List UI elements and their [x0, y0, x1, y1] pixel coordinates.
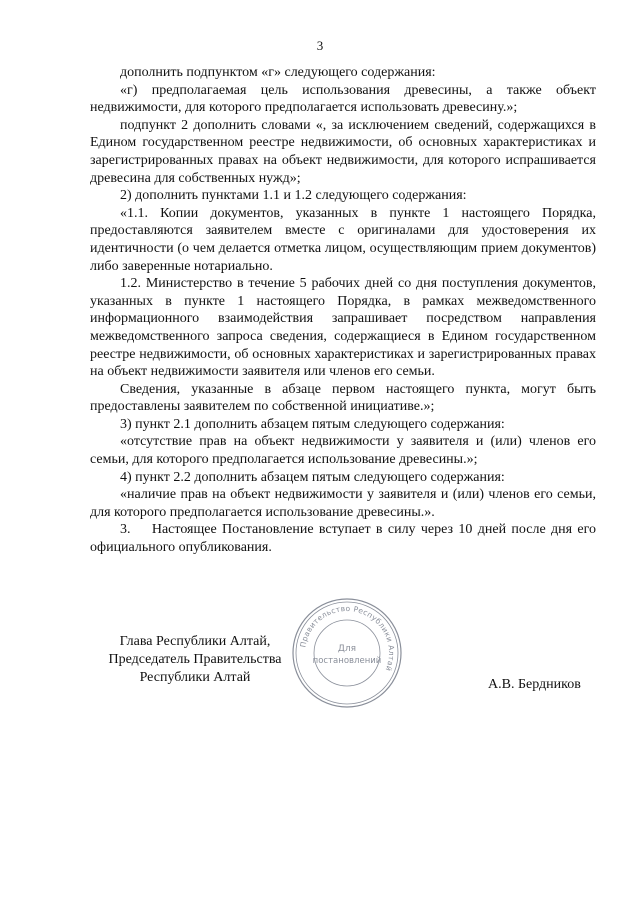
paragraph: дополнить подпунктом «г» следующего содержания:	[120, 65, 436, 80]
signatory-title-line: Республики Алтай	[139, 670, 251, 685]
paragraph: 3) пункт 2.1 дополнить абзацем пятым следующего содержания:	[120, 416, 505, 432]
paragraph: подпункт 2 дополнить словами «, за исключением сведений, содержащихся в Едином государственном реестре недвижимости, об основных характеристиках и зарегистрированных правах на объект недвижимости, для которого испрашивается древесина для собственных нужд»;	[90, 117, 596, 186]
paragraph: 4) пункт 2.2 дополнить абзацем пятым следующего содержания:	[120, 469, 505, 485]
paragraph: 1.2. Министерство в течение 5 рабочих дней со дня поступления документов, указанных в пункте 1 настоящего Порядка, в рамках межведомственного информационного взаимодействия запрашивает посредством направления межведомственного запроса сведения, содержащиеся в Едином государственном реестре недвижимости, об основных характеристиках и зарегистрированных правах на объект недвижимости заявителя или членов его семьи.	[90, 276, 596, 380]
signatory-title-line: Глава Республики Алтай,	[119, 634, 271, 649]
signatory-title-line: Председатель Правительства	[108, 652, 282, 667]
paragraph: Сведения, указанные в абзаце первом настоящего пункта, могут быть предоставлены заявителем по собственной инициативе.»;	[90, 381, 596, 415]
stamp-center-text: постановлений	[312, 656, 382, 666]
stamp-ring-text: Правительство Республики Алтай	[298, 603, 397, 673]
stamp-center-text: Для	[337, 644, 357, 654]
official-stamp	[290, 596, 404, 710]
paragraph: «наличие прав на объект недвижимости у заявителя и (или) членов его семьи, для которого предполагается использование древесины.».	[90, 487, 596, 520]
signatory-name: А.В. Бердников	[488, 677, 581, 692]
stamp-seal-icon	[290, 596, 404, 710]
paragraph: «г) предполагаемая цель использования древесины, а также объект недвижимости, для которого предполагается использовать древесину.»;	[90, 82, 596, 116]
paragraph: 2) дополнить пунктами 1.1 и 1.2 следующего содержания:	[120, 188, 467, 204]
paragraph: «1.1. Копии документов, указанных в пункте 1 настоящего Порядка, предоставляются заявителем вместе с оригиналами для удостоверения их идентичности (о чем делается отметка лицом, осуществляющим прием документов) либо заверенные нотариально.	[90, 205, 596, 274]
paragraph: «отсутствие прав на объект недвижимости у заявителя и (или) членов его семьи, для которого предполагается использование древесины.»;	[90, 434, 596, 468]
document-body	[90, 64, 596, 557]
page-number: 3	[316, 38, 324, 53]
signatory-title	[90, 633, 300, 687]
paragraph: 3. Настоящее Постановление вступает в силу через 10 дней после дня его официального опубликования.	[90, 522, 596, 556]
